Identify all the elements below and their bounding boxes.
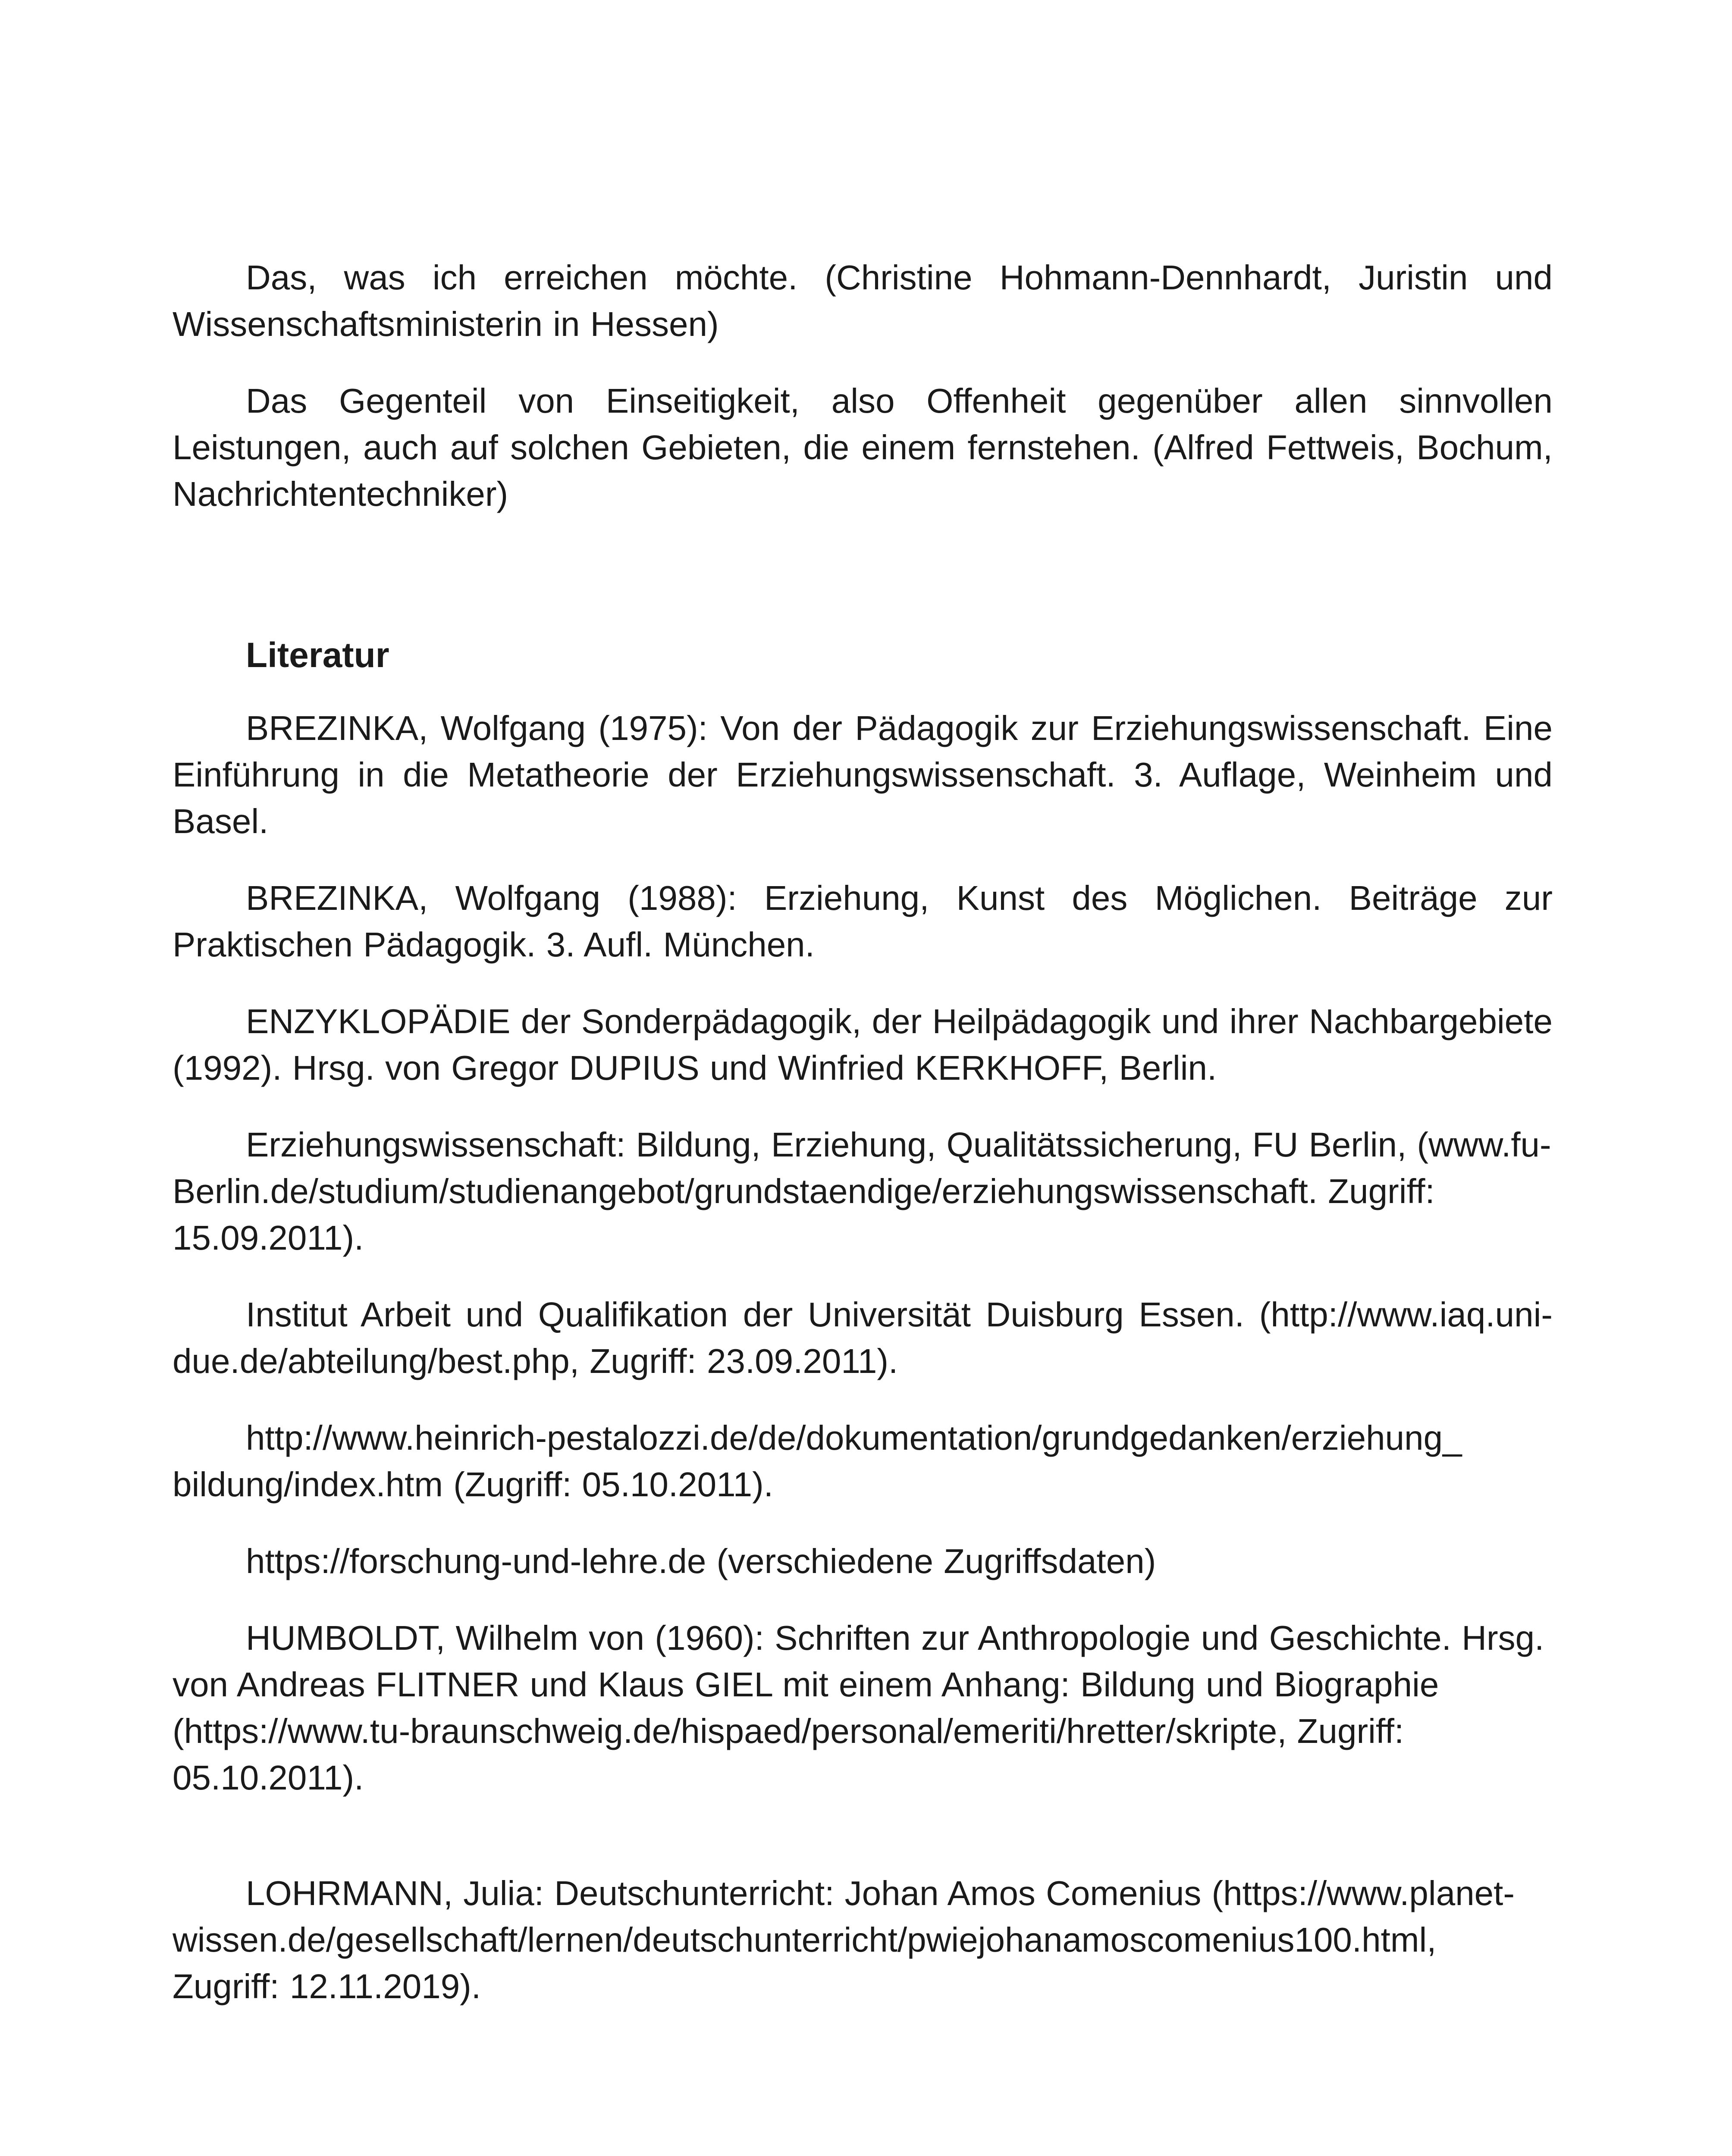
quote-paragraph: Das, was ich erreichen möchte. (Christine Hohmann-Dennhardt, Juristin und Wissenschaftsministerin in Hessen) bbox=[173, 258, 1553, 343]
reference-entry: LOHRMANN, Julia: Deutschunterricht: Johan Amos Comenius (https://www.planet-wissen.de/gesellschaft/lernen/deutschunterricht/pwiejohanamoscomenius100.html, Zugriff: 12.11.2019). bbox=[173, 1874, 1515, 2006]
reference-entry: http://www.heinrich-pestalozzi.de/de/dokumentation/grundgedanken/erziehung_ bildung/index.htm (Zugriff: 05.10.2011). bbox=[173, 1419, 1462, 1504]
reference-entry: BREZINKA, Wolfgang (1988): Erziehung, Kunst des Möglichen. Beiträge zur Praktischen Pädagogik. 3. Aufl. München. bbox=[173, 879, 1553, 964]
reference-entry: Institut Arbeit und Qualifikation der Universität Duisburg Essen. (http://www.iaq.uni-due.de/abteilung/best.php, Zugriff: 23.09.2011). bbox=[173, 1295, 1553, 1380]
page-body bbox=[173, 254, 1553, 2040]
reference-entry: HUMBOLDT, Wilhelm von (1960): Schriften zur Anthropologie und Geschichte. Hrsg. von Andreas FLITNER und Klaus GIEL mit einem Anhang: Bildung und Biographie (https://www.tu-braunschweig.de/hispaed/personal/emeriti/hretter/skripte, Zugriff: 05.10.2011). bbox=[173, 1619, 1544, 1797]
quote-block bbox=[173, 254, 1553, 517]
reference-entry: BREZINKA, Wolfgang (1975): Von der Pädagogik zur Erziehungswissenschaft. Eine Einführung in die Metatheorie der Erziehungswissenschaft. 3. Auflage, Weinheim und Basel. bbox=[173, 709, 1553, 840]
reference-entry: Erziehungswissenschaft: Bildung, Erziehung, Qualitätssicherung, FU Berlin, (www.fu-Berlin.de/studium/studienangebot/grundstaendige/erziehungswissenschaft. Zugriff: 15.09.2011). bbox=[173, 1125, 1551, 1257]
reference-entry: ENZYKLOPÄDIE der Sonderpädagogik, der Heilpädagogik und ihrer Nachbargebiete (1992). Hrsg. von Gregor DUPIUS und Winfried KERKHOFF, Berlin. bbox=[173, 1002, 1553, 1087]
quote-paragraph: Das Gegenteil von Einseitigkeit, also Offenheit gegenüber allen sinnvollen Leistungen, auch auf solchen Gebieten, die einem fernstehen. (Alfred Fettweis, Bochum, Nachrichtentechniker) bbox=[173, 382, 1553, 513]
reference-entry: https://forschung-und-lehre.de (verschiedene Zugriffsdaten) bbox=[246, 1542, 1156, 1580]
reference-list bbox=[173, 705, 1553, 2010]
literature-heading: Literatur bbox=[246, 636, 389, 675]
